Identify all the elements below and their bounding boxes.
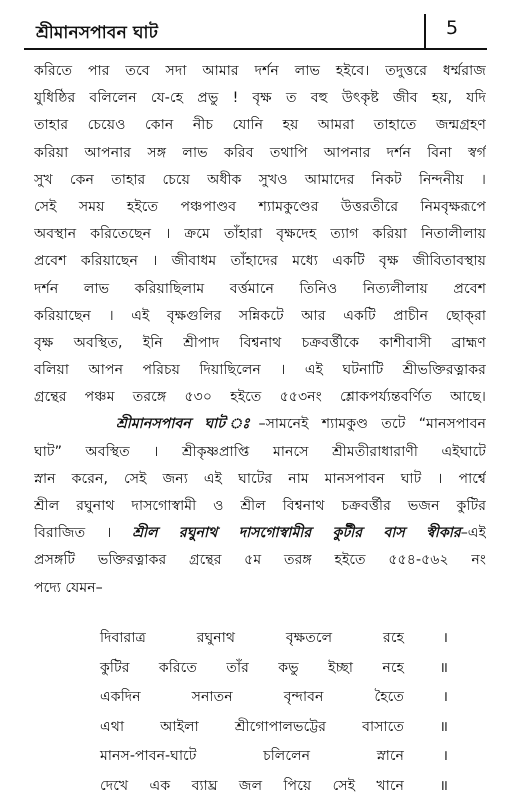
section-heading: শ্রীমানসপাবন ঘাট ঃ: [116, 416, 258, 432]
text-line: পদ্যে যেমন–: [34, 575, 486, 602]
emphasis-text: শ্রীল রঘুনাথ দাসগোস্বামীর কুটীর বাস স্বীকার: [132, 525, 460, 541]
verse-text: দেখে এক ব্যাঘ্র জল পিয়ে সেই খানে: [100, 772, 404, 801]
verse-line: [100, 742, 448, 772]
verse-mark: ॥: [432, 654, 448, 684]
text-line: গ্রন্থের পঞ্চম তরঙ্গে ৫৩০ হইতে ৫৫৩নং শ্লোকপর্য্যন্তবর্ণিত আছে।: [34, 384, 486, 411]
verse-mark: ।: [432, 742, 448, 772]
text-line: যুধিষ্ঠির বলিলেন যে-হে প্রভু ! বৃক্ষ ত বহু উৎকৃষ্ট জীব হয়, যদি: [34, 85, 486, 112]
text-line: সুখ কেন তাহার চেয়ে অধীক সুখও আমাদের নিকট নিন্দনীয় ।: [34, 167, 486, 194]
section-heading-line: [34, 411, 486, 438]
verse-block: [100, 624, 448, 801]
verse-line: [100, 654, 448, 684]
text-line-mixed: [34, 520, 486, 547]
verse-mark: ॥: [432, 713, 448, 743]
text-line: তাহার চেয়েও কোন নীচ যোনি হয় আমরা তাহাতে জন্মগ্রহণ: [34, 112, 486, 139]
verse-text: এথা আইলা শ্রীগোপালভট্টের বাসাতে: [100, 713, 404, 743]
verse-line: [100, 683, 448, 713]
text-line: বৃক্ষ অবস্থিত, ইনি শ্রীপাদ বিশ্বনাথ চক্রবর্ত্তীকে কাশীবাসী ব্রাহ্মণ: [34, 330, 486, 357]
verse-mark: ॥: [432, 772, 448, 801]
header-divider: [424, 14, 426, 50]
text-line: প্রবেশ করিয়াছেন । জীবাধম তাঁহাদের মধ্যে একটি বৃক্ষ জীবিতাবস্থায়: [34, 248, 486, 275]
text-run: বিরাজিত ।: [34, 525, 111, 541]
verse-mark: ।: [432, 683, 448, 713]
text-line: করিয়াছেন । এই বৃক্ষগুলির সন্নিকটে আর একটি প্রাচীন ছোক্‌রা: [34, 303, 486, 330]
verse-text: দিবারাত্র রঘুনাথ বৃক্ষতলে রহে: [100, 624, 404, 654]
text-line: দর্শন লাভ করিয়াছিলাম বর্ত্তমানে তিনিও নিত্যলীলায় প্রবেশ: [34, 276, 486, 303]
verse-mark: ।: [432, 624, 448, 654]
text-line: অবস্থান করিতেছেন । ক্রমে তাঁহারা বৃক্ষদেহ ত্যাগ করিয়া নিতালীলায়: [34, 221, 486, 248]
page-number: 5: [446, 17, 458, 39]
text-line: প্রসঙ্গটি ভক্তিরত্নাকর গ্রন্থের ৫ম তরঙ্গ হইতে ৫৫৪-৫৬২ নং: [34, 547, 486, 574]
text-line: সেই সময় হইতে পঞ্চপাণ্ডব শ্যামকুণ্ডের উত্তরতীরে নিমবৃক্ষরূপে: [34, 194, 486, 221]
running-title: শ্রীমানসপাবন ঘাট: [36, 20, 158, 48]
verse-line: [100, 772, 448, 801]
verse-text: একদিন সনাতন বৃন্দাবন হৈতে: [100, 683, 404, 713]
text-line: বলিয়া আপন পরিচয় দিয়াছিলেন । এই ঘটনাটি শ্রীভক্তিরত্নাকর: [34, 357, 486, 384]
header-rule: [24, 48, 487, 50]
text-line: স্নান করেন, সেই জন্য এই ঘাটের নাম মানসপাবন ঘাট । পার্শ্বে: [34, 466, 486, 493]
text-line: ঘাট” অবস্থিত । শ্রীকৃষ্ণপ্রাপ্তি মানসে শ্রীমতীরাধারাণী এইঘাটে: [34, 439, 486, 466]
verse-text: মানস-পাবন-ঘাটে চলিলেন স্নানে: [100, 742, 404, 772]
verse-text: কুটির করিতে তাঁর কভু ইচ্ছা নহে: [100, 654, 404, 684]
body-text: [34, 58, 486, 602]
text-run: –সামনেই শ্যামকুণ্ড তটে “মানসপাবন: [258, 416, 486, 432]
text-run: –এই: [461, 525, 486, 541]
text-line: করিয়া আপনার সঙ্গ লাভ করিব তথাপি আপনার দর্শন বিনা স্বর্গ: [34, 140, 486, 167]
verse-line: [100, 713, 448, 743]
page-header: [24, 14, 487, 50]
text-line: করিতে পার তবে সদা আমার দর্শন লাভ হইবে। তদুত্তরে ধর্ম্মরাজ: [34, 58, 486, 85]
text-line: শ্রীল রঘুনাথ দাসগোস্বামী ও শ্রীল বিশ্বনাথ চক্রবর্ত্তীর ভজন কুটির: [34, 493, 486, 520]
verse-line: [100, 624, 448, 654]
